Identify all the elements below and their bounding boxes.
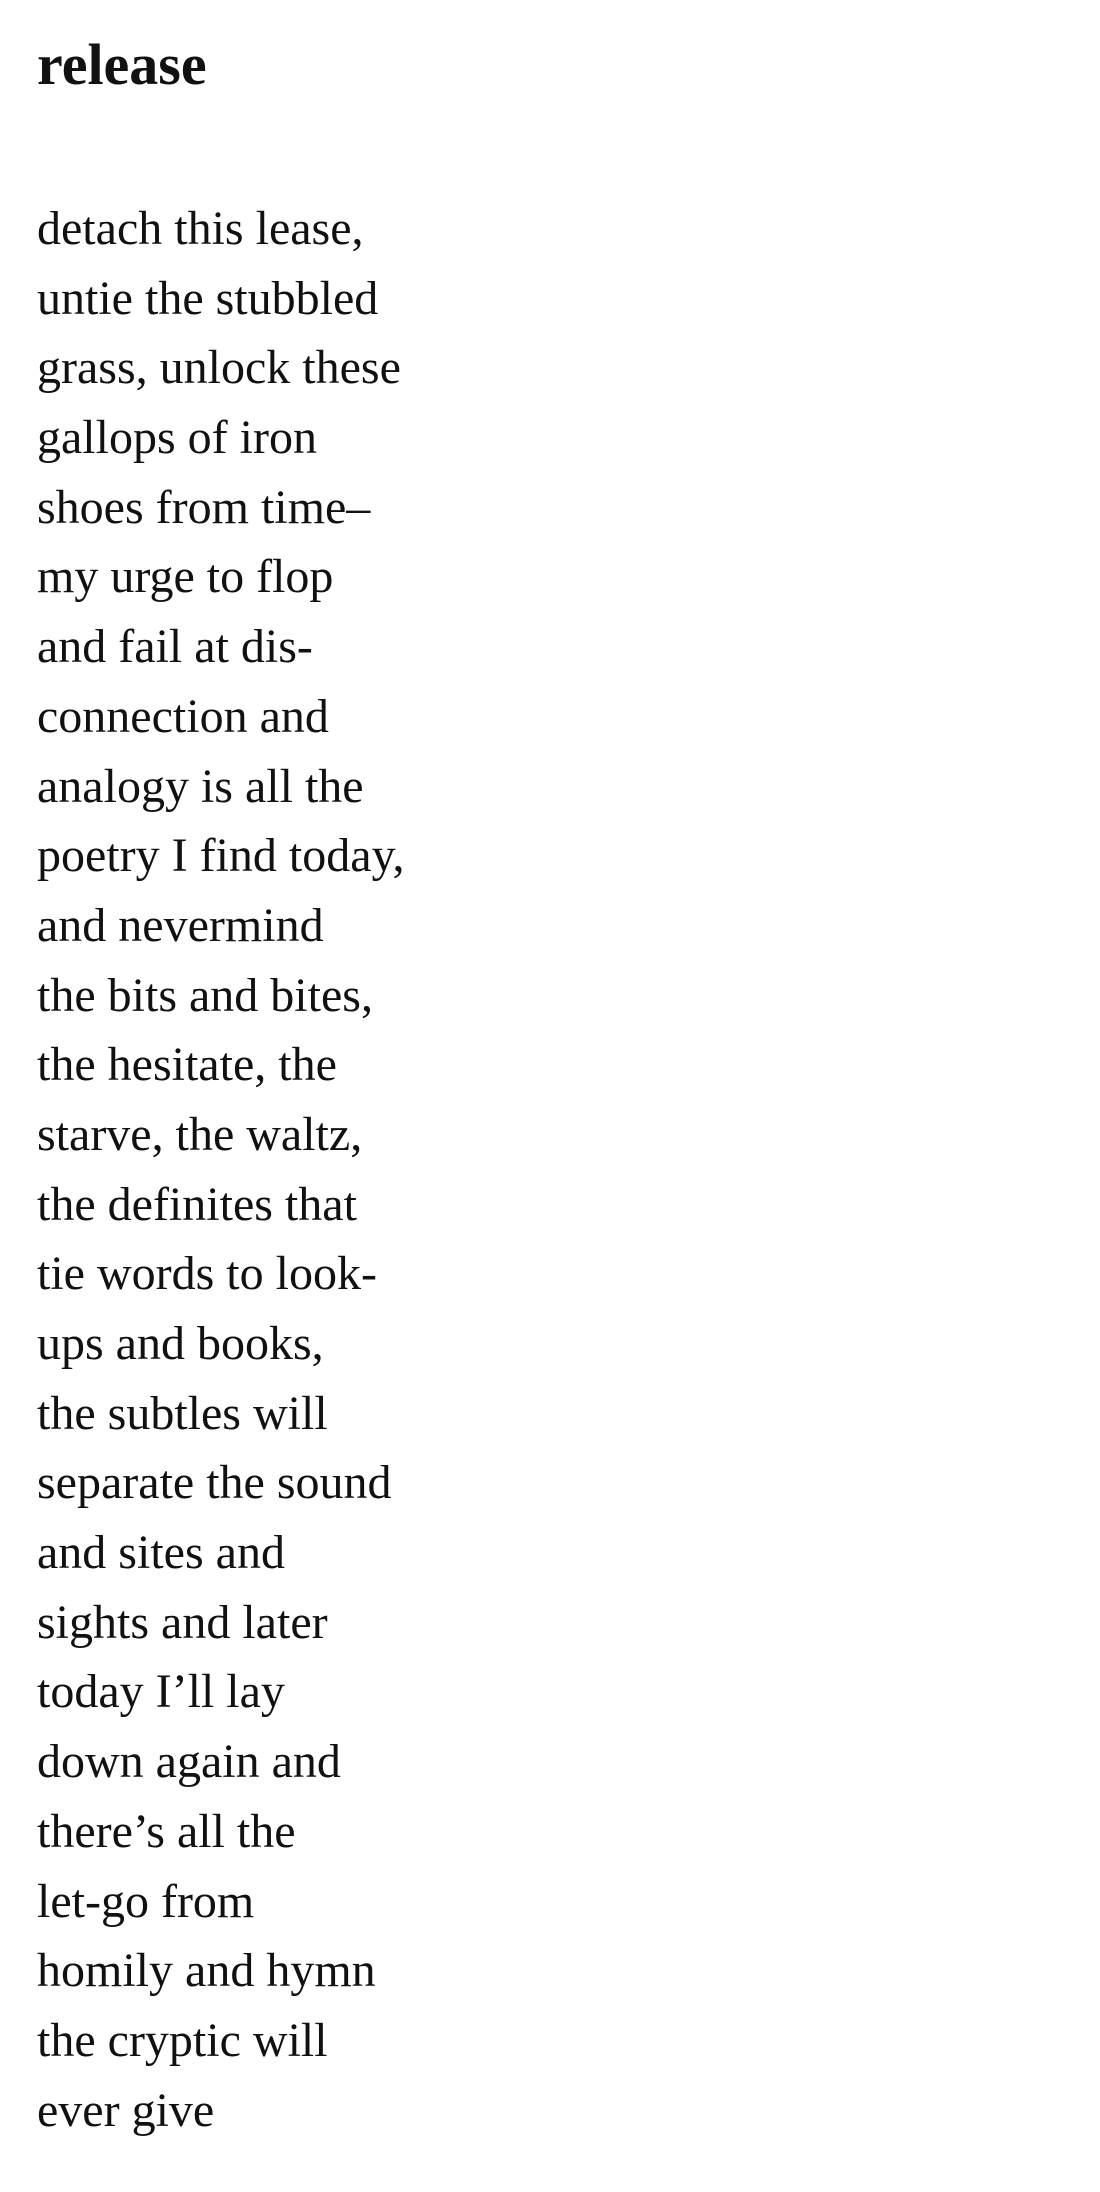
poem-line: sights and later <box>37 1595 328 1649</box>
poem-line: analogy is all the <box>37 759 364 813</box>
poem-body <box>37 194 404 2145</box>
poem-line: ever give <box>37 2083 215 2137</box>
poem-line: the hesitate, the <box>37 1038 337 1092</box>
poem-line: the cryptic will <box>37 2013 328 2067</box>
poem-line: gallops of iron <box>37 411 317 465</box>
poem-line: and nevermind <box>37 898 324 952</box>
poem-title: release <box>37 32 207 97</box>
poem-line: poetry I find today, <box>37 829 405 883</box>
poem-line: down again and <box>37 1735 341 1789</box>
poem-line: detach this lease, <box>37 202 364 255</box>
poem-line: starve, the waltz, <box>37 1107 363 1161</box>
poem-line: homily and hymn <box>37 1944 376 1998</box>
poem-line: and fail at dis- <box>37 620 313 674</box>
poem-line: ups and books, <box>37 1317 324 1370</box>
poem-line: there’s all the <box>37 1804 296 1858</box>
poem-line: connection and <box>37 689 329 743</box>
poem-line: separate the sound <box>37 1456 392 1510</box>
poem-line: my urge to flop <box>37 550 334 604</box>
poem-line: the bits and bites, <box>37 968 373 1022</box>
poem-line: and sites and <box>37 1526 285 1580</box>
poem-line: shoes from time– <box>37 480 371 534</box>
poem-line: grass, unlock these <box>37 341 401 395</box>
poem-line: untie the stubbled <box>37 271 379 325</box>
poem-line: let-go from <box>37 1874 255 1928</box>
poem-page <box>37 0 1100 2192</box>
poem-line: the definites that <box>37 1177 357 1231</box>
poem-line: the subtles will <box>37 1386 328 1440</box>
poem-line: tie words to look- <box>37 1247 377 1301</box>
poem-line: today I’ll lay <box>37 1665 285 1719</box>
